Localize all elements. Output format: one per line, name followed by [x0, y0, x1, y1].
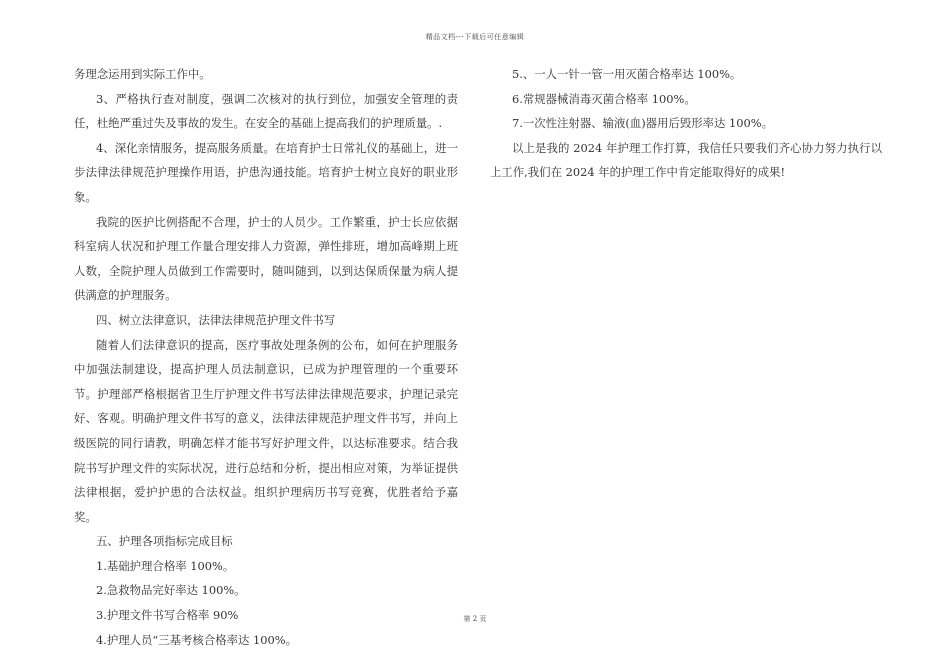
- paragraph: 务理念运用到实际工作中。: [74, 67, 211, 81]
- paragraph: 以上是我的 2024 年护理工作打算，我信任只要我们齐心协力努力执行以上工作,我们在 2024 年的护理工作中肯定能取得好的成果!: [490, 140, 882, 180]
- list-item: 7.一次性注射器、输液(血)器用后毁形率达 100%。: [512, 116, 773, 131]
- list-item: 4.护理人员“三基考核合格率达 100%。: [96, 632, 297, 647]
- paragraph: 3、严格执行查对制度，强调二次核对的执行到位，加强安全管理的责任，杜绝严重过失及事故的发生。在安全的基础上提高我们的护理质量。.: [74, 91, 458, 131]
- list-item: 1.基础护理合格率 100%。: [96, 558, 235, 573]
- right-column: [490, 62, 882, 185]
- list-item: 5.、一人一针一管一用灭菌合格率达 100%。: [512, 67, 742, 81]
- list-item: 3.护理文件书写合格率 90%: [96, 608, 239, 623]
- paragraph: 4、深化亲情服务，提高服务质量。在培育护士日常礼仪的基础上，进一步法律法律规范护理操作用语，护患沟通技能。培育护士树立良好的职业形象。: [74, 140, 458, 204]
- list-item: 2.急救物品完好率达 100%。: [96, 583, 246, 598]
- page-number: 第 2 页: [463, 615, 487, 623]
- paragraph: 随着人们法律意识的提高，医疗事故处理条例的公布，如何在护理服务中加强法制建设，提高护理人员法制意识，已成为护理管理的一个重要环节。护理部严格根据省卫生厅护理文件书写法律法律规范要求，护理记录完好、客观。明确护理文件书写的意义，法律法律规范护理文件书写，并向上级医院的同行请教，明确怎样才能书写好护理文件，以达标准要求。结合我院书写护理文件的实际状况，进行总结和分析，提出相应对策，为举证提供法律根据，爱护护患的合法权益。组织护理病历书写竞赛，优胜者给予嘉奖。: [74, 337, 458, 524]
- list-item: 6.常规器械消毒灭菌合格率 100%。: [512, 91, 696, 106]
- section-heading: 四、树立法律意识，法律法律规范护理文件书写: [96, 312, 336, 327]
- section-heading: 五、护理各项指标完成目标: [96, 534, 233, 549]
- page-header: 精品文档---下载后可任意编辑: [425, 33, 525, 41]
- paragraph: 我院的医护比例搭配不合理，护士的人员少。工作繁重，护士长应依据科室病人状况和护理工作量合理安排人力资源，弹性排班，增加高峰期上班人数，全院护理人员做到工作需要时，随叫随到，以到达保质保量为病人提供满意的护理服务。: [74, 214, 458, 303]
- left-column: [74, 62, 458, 652]
